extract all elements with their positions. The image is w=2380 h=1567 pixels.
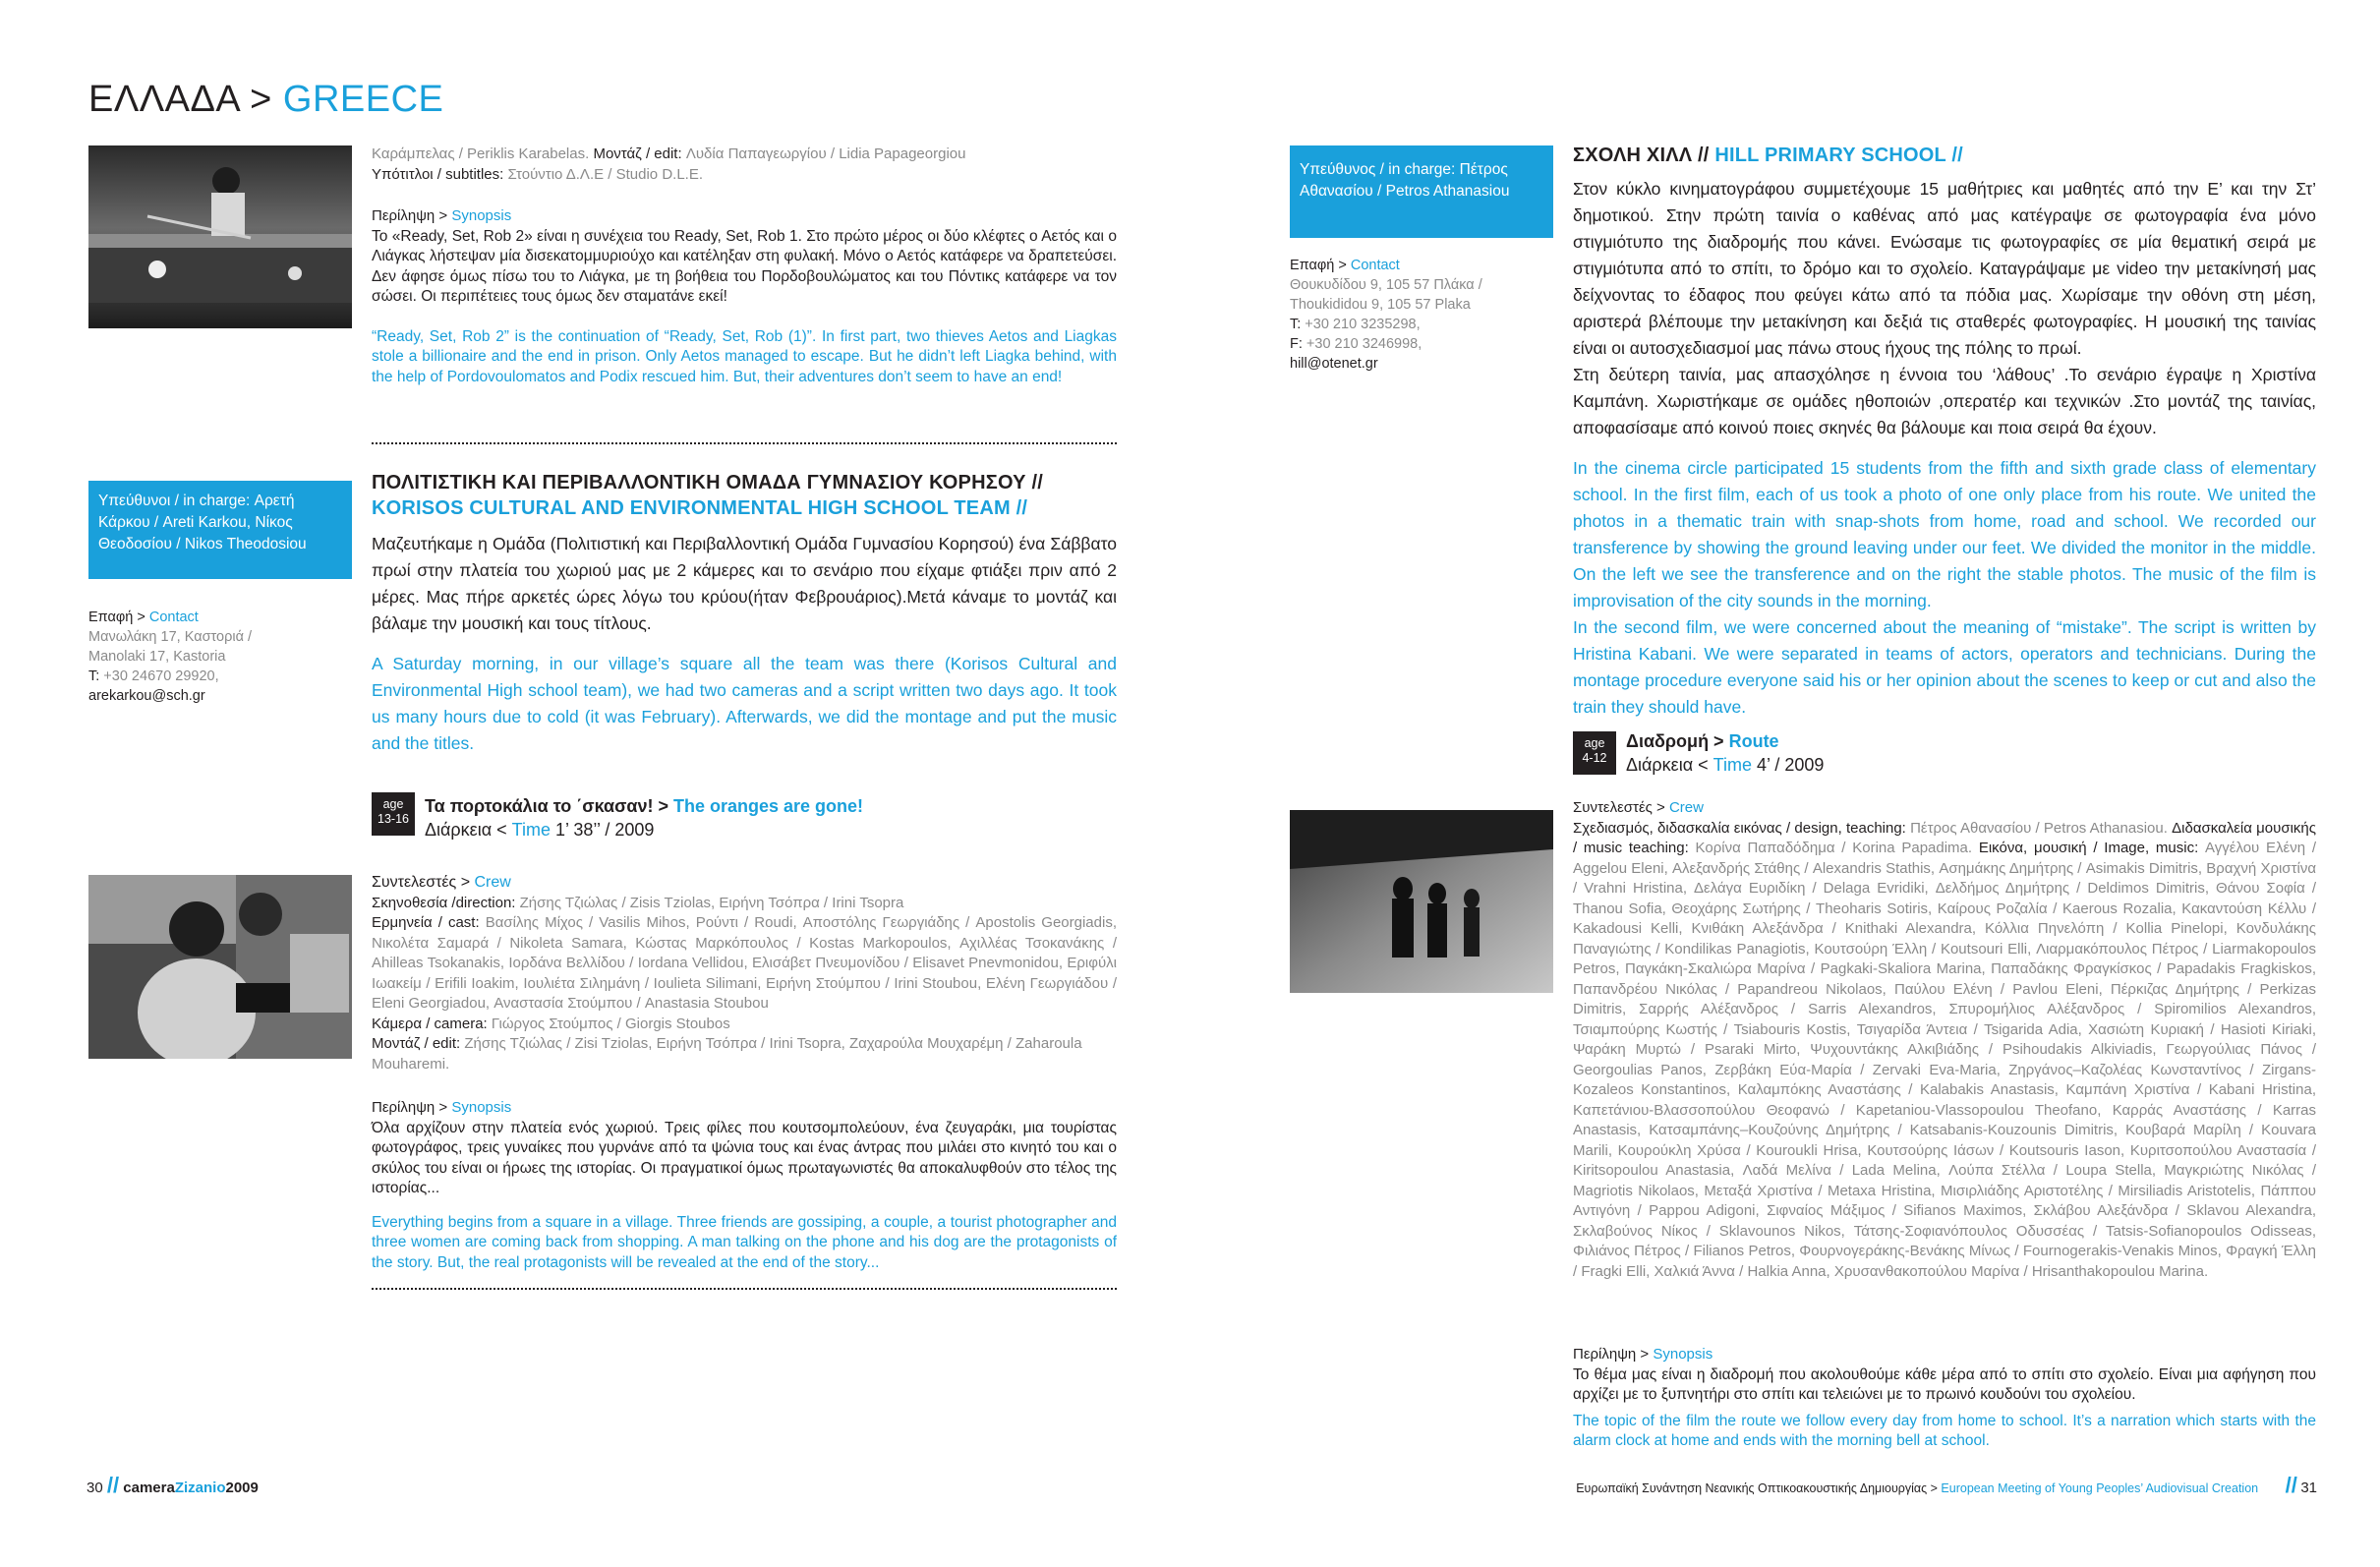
hill-title-english: HILL PRIMARY SCHOOL // — [1714, 145, 1963, 166]
korisos-body-english: A Saturday morning, in our village’s square all the team was there (Korisos Cultural and Environmental High school team), we had two cameras and a script written two days ago. It took us many hours due to cold (it was February). Afterwards, we did the montage and put the music and the titles. — [372, 654, 1117, 753]
oranges-crew: Συντελεστές > Crew Σκηνοθεσία /direction: Ζήσης Τζιώλας / Zisis Tziolas, Ειρήνη Τσόπρα / Irini Tsopra Ερμηνεία / cast: Βασίλης Μίχος / Vasilis Mihos, Ρούντι / Roudi, Αποστόλης Γεωργιάδης / Apostolis Georgiadis, Νικολέτα Σαμαρά / Nikoleta Samara, Κώστας Μαρκόπουλος / Kostas Markopoulos, Αχιλλέας Τσοκανάκης / Ahilleas Tsokanakis, Ιορδάνα Βελλίδου / Iordana Vellidou, Ελισάβετ Πνευμονίδου / Elisavet Pnevmonidou, Εριφύλι Ιωακείμ / Erifili Ioakim, Ιουλιέτα Σιλημάνη / Ioulieta Silimani, Ειρήνη Στούμπου / Irini Stoubou, Ελένη Γεωργιάδου / Eleni Georgiadou, Αναστασία Στούμπου / Anastasia Stoubou Κάμερα / camera: Γιώργος Στούμπος / Giorgis Stoubos Μοντάζ / edit: Ζήσης Τζιώλας / Zisi Tziolas, Ειρήνη Τσόπρα / Irini Tsopra, Ζαχαρούλα Μουχαρέμη / Zaharoula Mouharemi. — [372, 874, 1117, 1073]
page-number-right: 31 — [2300, 1480, 2317, 1496]
in-charge-box-hill: Υπεύθυνος / in charge: Πέτρος Αθανασίου / Petros Athanasiou — [1290, 145, 1553, 238]
hill-body-english: In the cinema circle participated 15 students from the fifth and sixth grade class of elementary school. In the first film, each of us took a photo of one only place from his route. We united the photos in a thematic train with snap-shots from home, road and school. We recorded our transference by showing the ground leaving under our feet. We divided the monitor in the middle. On the left we see the transference and on the right the stable photos. The music of the film is improvisation of the city sounds in the morning. — [1573, 458, 2316, 610]
oranges-film-header: Τα πορτοκάλια το ΄σκασαν! > The oranges are gone! Διάρκεια < Time 1’ 38’’ / 2009 — [425, 796, 864, 840]
korisos-title-english: KORISOS CULTURAL AND ENVIRONMENTAL HIGH SCHOOL TEAM // — [372, 497, 1028, 519]
hill-body-greek-2: Στη δεύτερη ταινία, μας απασχόλησε η έννοια του ‘λάθους’ .Το σενάριο έγραψε η Χριστίνα Καμπάνη. Χωριστήκαμε σε ομάδες ηθοποιών ,οπερατέρ και τεχνικών .Στο μοντάζ της ταινίας, αποφασίσαμε από κοινού ποιες σκηνές θα βάλουμε και ποια σειρά θα έχουν. — [1573, 365, 2316, 437]
synopsis-label: Περίληψη > Synopsis — [372, 207, 512, 224]
photo-boy-pool-table — [88, 145, 352, 328]
age-badge-13-16: age 13-16 — [372, 792, 415, 836]
synopsis-greek: Το θέμα μας είναι η διαδρομή που ακολουθούμε κάθε μέρα από το σπίτι στο σχολείο. Είναι μια αφήγηση που αρχίζει με το ξυπνητήρι στο σπίτι και τελειώνει με το πρωινό κουδούνι του σχολείου. — [1573, 1365, 2316, 1403]
page-title — [88, 79, 443, 121]
hill-title-greek: ΣΧΟΛΗ ΧΙΛΛ // — [1573, 145, 1715, 166]
korisos-section — [372, 470, 1117, 757]
route-film-header: Διαδρομή > Route Διάρκεια < Time 4’ / 2009 — [1626, 731, 1825, 775]
section-divider — [372, 1288, 1117, 1290]
ready-set-rob-synopsis — [372, 206, 1117, 387]
page-title-prefix: ΕΛΛΑΔΑ > — [88, 79, 272, 120]
section-divider — [372, 442, 1117, 444]
photo-shadows-on-ground — [1290, 810, 1553, 993]
route-crew: Συντελεστές > Crew Σχεδιασμός, διδασκαλία εικόνας / design, teaching: Πέτρος Αθανασίου / Petros Athanasiou. Διδασκαλεία μουσικής / music teaching: Κορίνα Παπαδόδημα / Korina Papadima. Εικόνα, μουσική / Image, music: Αγγέλου Ελένη / Aggelou Eleni, Αλεξανδρής Στάθης / Alexandris Stathis, Ασημάκης Δημήτρης / Asimakis Dimitris, Βραχνή Χριστίνα / Vrahni Hristina, Δελάγα Ευριδίκη / Delaga Evridiki, Δελδήμος Δημήτρης / Deldimos Dimitris, Θάνου Σοφία / Thanou Sofia, Θεοχάρης Σωτήρης / Theoharis Sotiris, Καίρους Ροζαλία / Kaerous Rozalia, Κακαντούση Κέλλυ / Kakadousi Kelli, Κνιθάκη Αλεξάνδρα / Knithaki Alexandra, Κόλλια Πηνελόπη / Kollia Pinelopi, Κονδυλάκης Παναγιώτης / Kondilikas Panagiotis, Κουτσούρη Έλλη / Koutsouri Elli, Λιαρμακόπουλος Πέτρος / Liarmakopoulos Petros, Παγκάκη-Σκαλιώρα Μαρίνα / Pagkaki-Skaliora Marina, Παπαδάκης Φραγκίσκος / Papadakis Fragkiskos, Παπανδρέου Νικόλας / Papandreou Nikolaos, Παύλου Ελένη / Pavlou Eleni, Πέρκιζας Δημήτρης / Perkizas Dimitris, Σαρρής Αλέξανδρος / Sarris Alexandros, Σπυρομήλιος Αλέξανδρος / Spiromilios Alexandros, Τσιαμπούρης Κωστής / Tsiabouris Kostis, Τσιγαρίδα Άντεια / Tsigarida Adia, Χασιώτη Κυριακή / Hasioti Kiriaki, Ψαράκη Μυρτώ / Psaraki Mirto, Ψυχουντάκης Αλκιβιάδης / Psihoudakis Alkiviadis, Γεωργούλιας Πάνος / Georgoulias Panos, Ζερβάκη Εύα-Μαρία / Zervaki Eva-Maria, Ζηργάνος–Καζολέας Κωνσταντίνος / Zirgans-Kozaleos Konstantinos, Καλαμπόκης Αναστάσης / Kalabakis Anastasis, Καμπάνη Χριστίνα / Kabani Hristina, Καπετάνιου-Βλασσοπούλου Θεοφανώ / Kapetaniou-Vlassopoulou Theofano, Καρράς Αναστάσης / Karras Anastasis, Κατσαμπάνης–Κουζούνης Δημήτρης / Katsabanis-Kouzounis Dimitris, Κουβαρά Μαρίλη / Kouvara Marili, Κουρούκλη Χρύσα / Kouroukli Hrisa, Κουτσούρης Ιάσων / Koutsouris Iason, Κυριτσοπούλου Αναστασία / Kiritsopoulou Anastasia, Λαδά Μελίνα / Lada Melina, Λούπα Στέλλα / Loupa Stella, Μαγκριώτης Νικόλας / Magriotis Nikolaos, Μεταξά Χριστίνα / Metaxa Hristina, Μισιρλιάδης Αριστοτέλης / Mirsiliadis Aristotelis, Πάππου Αντιγόνη / Pappou Adigoni, Σιφναίος Μάξιμος / Sifianos Maximos, Σκλάβου Αλεξάνδρα / Sklavou Alexandra, Σκλαβούνος Νίκος / Sklavounos Nikos, Τάτσης-Σοφιανόπουλος Οδυσσέας / Tatsis-Sofianopoulos Odisseas, Φιλιάνος Πέτρος / Filianos Petros, Φουρνογεράκης-Βενάκης Μίνως / Fournogerakis-Venakis Minos, Φραγκή Έλλη / Fragki Elli, Χαλκιά Άννα / Halkia Anna, Χρυσανθακοπούλου Μαρίνα / Hrisanthakopoulou Marina. — [1573, 799, 2316, 1280]
hill-section — [1573, 143, 2316, 721]
contact-hill: Επαφή > Contact Θουκυδίδου 9, 105 57 Πλάκα / Thoukididou 9, 105 57 Plaka T: +30 210 3235298, F: +30 210 3246998, hill@otenet.gr — [1290, 256, 1553, 374]
oranges-synopsis: Περίληψη > Synopsis Όλα αρχίζουν στην πλατεία ενός χωριού. Τρεις φίλες που κουτσομπολεύουν, ένα ζευγαράκι, μια τουρίστας φωτογράφος, τρεις γυναίκες που γυρνάνε από τα ψώνια τους και ένας άντρας που μιλάει στο κινητό του και ο σκύλος του είναι οι ήρωες της ιστορίας. Οι πραγματικοί όμως πρωταγωνιστές θα αποκαλυφθούν στο τέλος της ιστορίας... Everything begins from a square in a village. Three friends are gossiping, a couple, a tourist photographer and three women are coming back from shopping. A man talking on the phone and his dog are the protagonists of the story. But, the real protagonists will be revealed at the end of the story... — [372, 1098, 1117, 1273]
footer-right: Ευρωπαϊκή Συνάντηση Νεανικής Οπτικοακουστικής Δημιουργίας > European Meeting of Young Peoples’ Audiovisual Creation // 31 — [1576, 1473, 2317, 1497]
korisos-title-greek: ΠΟΛΙΤΙΣΤΙΚΗ ΚΑΙ ΠΕΡΙΒΑΛΛΟΝΤΙΚΗ ΟΜΑΔΑ ΓΥΜΝΑΣΙΟΥ ΚΟΡΗΣΟΥ // — [372, 472, 1043, 493]
contact-email[interactable]: hill@otenet.gr — [1290, 356, 1378, 372]
contact-korisos: Επαφή > Contact Μανωλάκη 17, Καστοριά / Manolaki 17, Kastoria T: +30 24670 29920, arekarkou@sch.gr — [88, 608, 352, 706]
photo-teens-with-camera — [88, 875, 352, 1059]
ready-set-rob-credits: Καράμπελας / Periklis Karabelas. Μοντάζ / edit: Λυδία Παπαγεωργίου / Lidia Papageorgiou Υπότιτλοι / subtitles: Στούντιο Δ.Λ.Ε / Studio D.L.E. — [372, 145, 966, 183]
hill-body-greek: Στον κύκλο κινηματογράφου συμμετέχουμε 15 μαθήτριες και μαθητές από την Ε’ και την Στ’ δημοτικού. Στην πρώτη ταινία ο καθένας από μας κατέγραψε σε φωτογραφία ένα μόνο στιγμιότυπο της διαδρομής που κάνει. Ενώσαμε τις φωτογραφίες σε μία θεματική σειρά με στιγμιότυπα από το σπίτι, το δρόμο και το σχολείο. Καταγράψαμε με video την μετακίνησή μας δείχνοντας το έδαφος που φεύγει κάτω από τα πόδια μας. Χωρίσαμε την οθόνη στη μέση, αριστερά βλέπουμε την μετακίνηση και δεξιά τις σταθερές φωτογραφίες. Η μουσική της ταινίας είναι οι αυτοσχεδιασμοί μας πάνω στους ήχους της πόλης το πρωί. — [1573, 179, 2316, 358]
synopsis-english: “Ready, Set, Rob 2” is the continuation of “Ready, Set, Rob (1)”. In first part, two thieves Aetos and Liagkas stole a billionaire and the end in prison. Only Aetos managed to escape. But he didn’t left Liagka behind, with the help of Pordovoulomatos and Podix rescued him. But, their adventures don’t seem to have an end! — [372, 327, 1117, 385]
age-badge-4-12: age 4-12 — [1573, 731, 1616, 775]
synopsis-english: Everything begins from a square in a village. Three friends are gossiping, a couple, a tourist photographer and three women are coming back from shopping. A man talking on the phone and his dog are the protagonists of the story. But, the real protagonists will be revealed at the end of the story... — [372, 1213, 1117, 1271]
footer-left: 30 // cameraZizanio2009 — [87, 1473, 259, 1497]
korisos-body-greek: Μαζευτήκαμε η Ομάδα (Πολιτιστική και Περιβαλλοντική Ομάδα Γυμνασίου Κορησού) ένα Σάββατο πρωί στην πλατεία του χωριού μας με 2 κάμερες και το σενάριο που είχαμε φτιάξει πριν από 2 μέρες. Μας πήρε αρκετές ώρες λόγω του κρύου(ήταν Φεβρουάριος).Μετά κάναμε το μοντάζ και βάλαμε την μουσική και τους τίτλους. — [372, 534, 1117, 633]
synopsis-english: The topic of the film the route we follow every day from home to school. It’s a narration which starts with the alarm clock at home and ends with the morning bell at school. — [1573, 1412, 2316, 1449]
synopsis-greek: Το «Ready, Set, Rob 2» είναι η συνέχεια του Ready, Set, Rob 1. Στο πρώτο μέρος οι δύο κλέφτες ο Αετός και ο Λιάγκας λήστεψαν μία δισεκατομμυριούχο και κατέληξαν στη φυλακή. Μόνο ο Αετός κατάφερε να δραπετεύσει. Δεν άφησε όμως πίσω του το Λιάγκα, με τη βοήθεια του Πορδοβουλώματος και του Πόντικς κατάφερε να τον σώσει. Οι περιπέτειες τους όμως δεν σταματάνε εκεί! — [372, 227, 1117, 305]
page-number-left: 30 — [87, 1480, 103, 1496]
route-synopsis: Περίληψη > Synopsis Το θέμα μας είναι η διαδρομή που ακολουθούμε κάθε μέρα από το σπίτι στο σχολείο. Είναι μια αφήγηση που αρχίζει με το ξυπνητήρι στο σπίτι και τελειώνει με το πρωινό κουδούνι του σχολείου. The topic of the film the route we follow every day from home to school. It’s a narration which starts with the alarm clock at home and ends with the morning bell at school. — [1573, 1345, 2316, 1452]
in-charge-box-korisos: Υπεύθυνοι / in charge: Αρετή Κάρκου / Areti Karkou, Νίκος Θεοδοσίου / Nikos Theodosiou — [88, 481, 352, 579]
contact-email[interactable]: arekarkou@sch.gr — [88, 688, 205, 704]
hill-body-english-2: In the second film, we were concerned about the meaning of “mistake”. The script is written by Hristina Kabani. We were separated in teams of actors, operators and technicians. During the montage procedure everyone said his or her opinion about the scenes to keep or cut and also the train they should have. — [1573, 617, 2316, 717]
page-title-country: GREECE — [282, 79, 444, 120]
synopsis-greek: Όλα αρχίζουν στην πλατεία ενός χωριού. Τρεις φίλες που κουτσομπολεύουν, ένα ζευγαράκι, μια τουρίστας φωτογράφος, τρεις γυναίκες που γυρνάνε από τα ψώνια τους και ένας άντρας που μιλάει στο κινητό του και ο σκύλος του είναι οι ήρωες της ιστορίας. Οι πραγματικοί όμως πρωταγωνιστές θα αποκαλυφθούν στο τέλος της ιστορίας... — [372, 1119, 1117, 1196]
